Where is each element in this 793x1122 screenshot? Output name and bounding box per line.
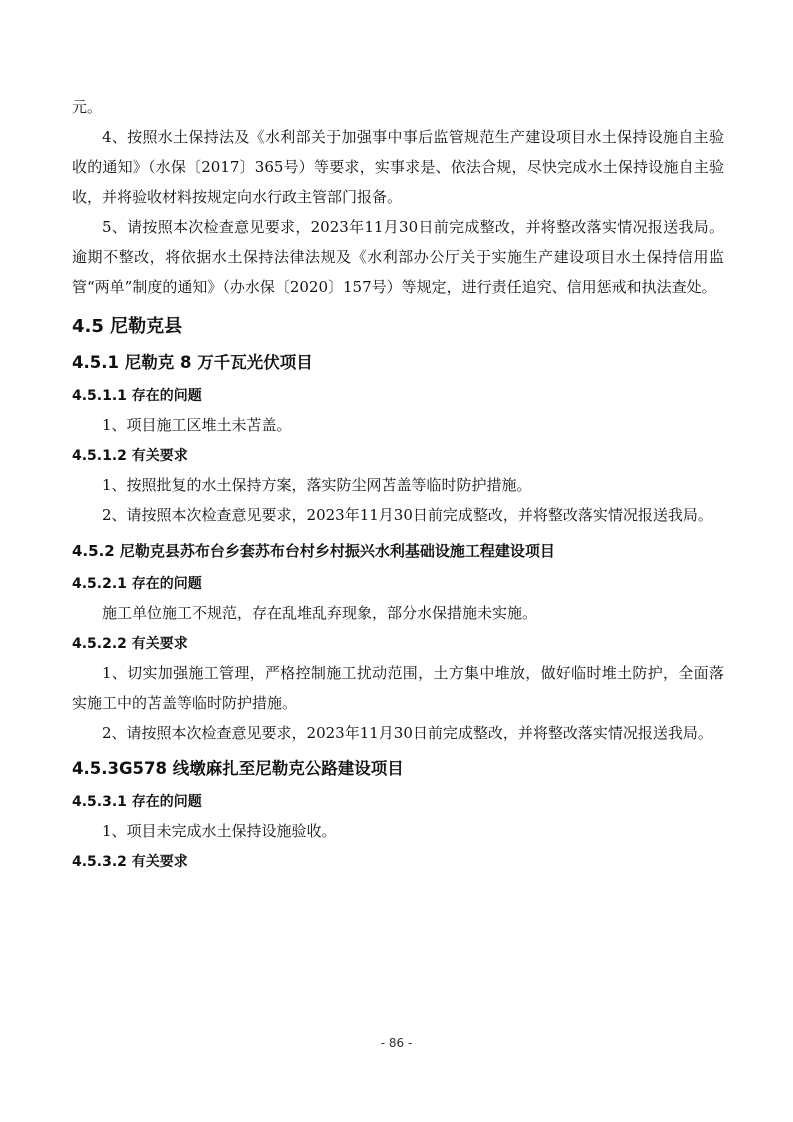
- requirement-item: 1、切实加强施工管理，严格控制施工扰动范围，土方集中堆放，做好临时堆土防护，全面落实施工中的苫盖等临时防护措施。: [72, 664, 724, 712]
- subsection-title-4-5-3-2: 4.5.3.2 有关要求: [72, 854, 188, 870]
- page-number: - 86 -: [380, 1036, 413, 1050]
- subsection-title-4-5-1-2: 4.5.1.2 有关要求: [72, 448, 188, 464]
- paragraph-item-4: 4、按照水土保持法及《水利部关于加强事中事后监管规范生产建设项目水土保持设施自主验收的通知》（水保〔2017〕365号）等要求，实事求是、依法合规，尽快完成水土保持设施自主验收，并将验收材料按规定向水行政主管部门报备。: [72, 128, 724, 206]
- subsection-title-4-5-2-2: 4.5.2.2 有关要求: [72, 636, 188, 652]
- paragraph-continuation: 元。: [72, 98, 103, 116]
- issue-item: 1、项目施工区堆土未苫盖。: [102, 416, 292, 434]
- subsection-title-4-5-2-1: 4.5.2.1 存在的问题: [72, 576, 202, 592]
- section-title-4-5-1: 4.5.1 尼勒克 8 万千瓦光伏项目: [72, 353, 313, 372]
- document-page: [72, 92, 724, 876]
- section-title-4-5-2: 4.5.2 尼勒克县苏布台乡套苏布台村乡村振兴水利基础设施工程建设项目: [72, 542, 555, 560]
- requirement-item: 2、请按照本次检查意见要求，2023年11月30日前完成整改，并将整改落实情况报送我局。: [102, 506, 713, 524]
- requirement-item: 2、请按照本次检查意见要求，2023年11月30日前完成整改，并将整改落实情况报送我局。: [102, 724, 713, 742]
- requirement-item: 1、按照批复的水土保持方案，落实防尘网苫盖等临时防护措施。: [102, 476, 532, 494]
- issue-item: 1、项目未完成水土保持设施验收。: [102, 822, 337, 840]
- issue-item: 施工单位施工不规范，存在乱堆乱弃现象，部分水保措施未实施。: [102, 604, 538, 622]
- subsection-title-4-5-3-1: 4.5.3.1 存在的问题: [72, 794, 202, 810]
- paragraph-item-5: 5、请按照本次检查意见要求，2023年11月30日前完成整改，并将整改落实情况报送我局。逾期不整改，将依据水土保持法律法规及《水利部办公厅关于实施生产建设项目水土保持信用监管“两单”制度的通知》（办水保〔2020〕157号）等规定，进行责任追究、信用惩戒和执法查处。: [72, 218, 724, 296]
- section-title-4-5: 4.5 尼勒克县: [72, 316, 183, 337]
- section-title-4-5-3: 4.5.3G578 线墩麻扎至尼勒克公路建设项目: [72, 759, 404, 778]
- subsection-title-4-5-1-1: 4.5.1.1 存在的问题: [72, 388, 202, 404]
